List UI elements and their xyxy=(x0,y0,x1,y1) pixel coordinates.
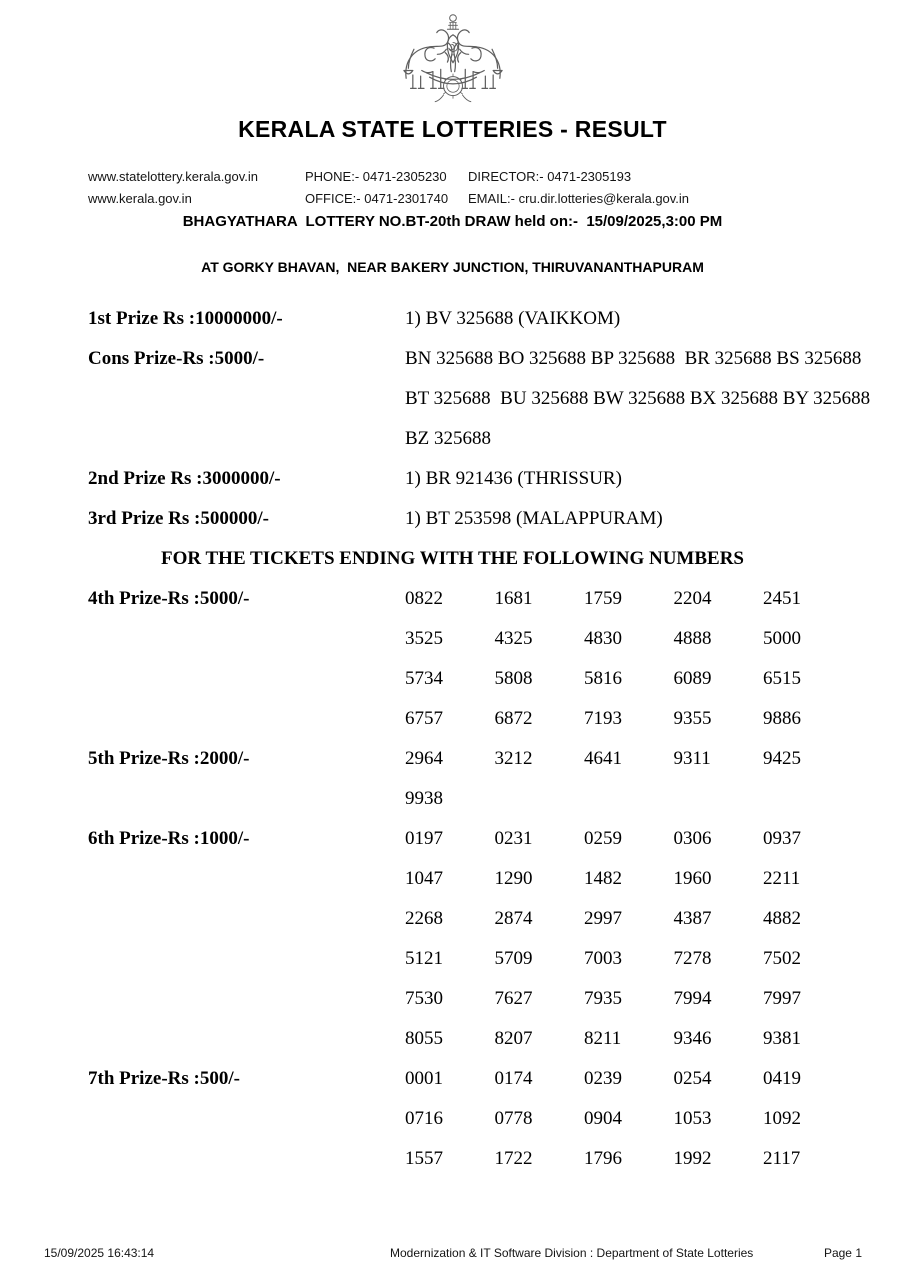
winning-number: 4641 xyxy=(584,748,622,769)
kerala-govt-emblem-icon xyxy=(397,8,509,114)
winning-number: 0001 xyxy=(405,1068,443,1089)
winning-number: 2204 xyxy=(673,588,712,609)
winning-number: 1290 xyxy=(494,868,533,889)
ending-prize-row xyxy=(0,739,905,819)
winning-number: 5000 xyxy=(763,628,801,649)
winning-number: 5709 xyxy=(494,948,533,969)
ending-prize-row xyxy=(0,1059,905,1179)
prize-label: 6th Prize-Rs :1000/- xyxy=(88,828,250,849)
contact-info xyxy=(88,166,905,210)
prize-winners xyxy=(405,459,905,499)
winning-number: 6515 xyxy=(763,668,801,689)
page-title: KERALA STATE LOTTERIES - RESULT xyxy=(238,116,667,142)
director-number: DIRECTOR:- 0471-2305193 xyxy=(468,169,632,184)
winning-number: 1557 xyxy=(405,1148,443,1169)
winning-number: 8055 xyxy=(405,1028,443,1049)
winning-numbers-grid xyxy=(405,819,853,1059)
winning-number: 8207 xyxy=(494,1028,533,1049)
prize-row xyxy=(0,499,905,539)
prize-label: 2nd Prize Rs :3000000/- xyxy=(88,468,281,489)
winning-number: 5734 xyxy=(405,668,443,689)
ending-prize-list xyxy=(0,579,905,1179)
prize-label: 5th Prize-Rs :2000/- xyxy=(88,748,250,769)
winning-number: 1759 xyxy=(584,588,622,609)
winning-number: 2268 xyxy=(405,908,443,929)
winning-number: 0231 xyxy=(494,828,533,849)
prize-label: 1st Prize Rs :10000000/- xyxy=(88,308,283,329)
results-section xyxy=(0,299,905,1179)
winning-number: 0419 xyxy=(763,1068,801,1089)
website-secondary: www.kerala.gov.in xyxy=(88,191,192,206)
winning-number: 1796 xyxy=(584,1148,622,1169)
winning-number: 9381 xyxy=(763,1028,801,1049)
winning-number: 2117 xyxy=(763,1148,801,1169)
generated-timestamp: 15/09/2025 16:43:14 xyxy=(44,1246,155,1260)
winning-number: 8211 xyxy=(584,1028,622,1049)
page-footer xyxy=(0,1246,905,1262)
winning-number: 7530 xyxy=(405,988,443,1009)
winning-number: 2211 xyxy=(763,868,801,889)
winning-number: 4325 xyxy=(494,628,533,649)
winner-line: 1) BT 253598 (MALAPPURAM) xyxy=(405,508,663,529)
ending-prize-row xyxy=(0,819,905,1059)
phone-number: PHONE:- 0471-2305230 xyxy=(305,169,447,184)
winning-number: 1047 xyxy=(405,868,443,889)
winning-number: 7502 xyxy=(763,948,801,969)
winning-number: 0778 xyxy=(494,1108,533,1129)
winning-number: 9355 xyxy=(673,708,712,729)
prize-winners xyxy=(405,339,905,459)
winner-line: BT 325688 BU 325688 BW 325688 BX 325688 BY 325688 xyxy=(405,388,871,409)
winning-number: 5121 xyxy=(405,948,443,969)
winning-number: 0239 xyxy=(584,1068,622,1089)
prize-label: 3rd Prize Rs :500000/- xyxy=(88,508,269,529)
winner-line: BZ 325688 xyxy=(405,428,492,449)
winning-numbers-grid xyxy=(405,1059,853,1179)
winning-number: 1722 xyxy=(494,1148,533,1169)
winning-numbers-grid xyxy=(405,739,853,819)
winning-number: 3525 xyxy=(405,628,443,649)
winning-number: 0937 xyxy=(763,828,801,849)
winning-number: 1960 xyxy=(673,868,712,889)
division-credit: Modernization & IT Software Division : Department of State Lotteries xyxy=(390,1246,754,1260)
winning-number: 0174 xyxy=(494,1068,533,1089)
winning-number: 7003 xyxy=(584,948,622,969)
prize-row xyxy=(0,339,905,459)
section-heading: FOR THE TICKETS ENDING WITH THE FOLLOWING NUMBERS xyxy=(161,548,744,569)
winning-number: 7627 xyxy=(494,988,533,1009)
prize-label: Cons Prize-Rs :5000/- xyxy=(88,348,265,369)
winning-number: 2964 xyxy=(405,748,443,769)
winning-number: 2874 xyxy=(494,908,533,929)
winning-number: 1092 xyxy=(763,1108,801,1129)
winning-number: 7935 xyxy=(584,988,622,1009)
winning-number: 6757 xyxy=(405,708,443,729)
winning-number: 6872 xyxy=(494,708,533,729)
office-number: OFFICE:- 0471-2301740 xyxy=(305,191,449,206)
winning-number: 2451 xyxy=(763,588,801,609)
winning-number: 7193 xyxy=(584,708,622,729)
winner-line: BN 325688 BO 325688 BP 325688 BR 325688 BS 325688 xyxy=(405,348,862,369)
email-address: EMAIL:- cru.dir.lotteries@kerala.gov.in xyxy=(468,191,690,206)
ending-prize-row xyxy=(0,579,905,739)
winning-number: 0254 xyxy=(673,1068,712,1089)
winning-number: 2997 xyxy=(584,908,622,929)
winning-number: 4888 xyxy=(673,628,712,649)
winning-number: 7997 xyxy=(763,988,801,1009)
winning-number: 0822 xyxy=(405,588,443,609)
prize-row xyxy=(0,299,905,339)
winning-number: 1482 xyxy=(584,868,622,889)
winning-number: 1681 xyxy=(494,588,533,609)
website-primary: www.statelottery.kerala.gov.in xyxy=(88,169,259,184)
winning-number: 4882 xyxy=(763,908,801,929)
prize-winners xyxy=(405,299,905,339)
winning-number: 9886 xyxy=(763,708,801,729)
winning-number: 0306 xyxy=(673,828,712,849)
winning-number: 5816 xyxy=(584,668,622,689)
winning-number: 0197 xyxy=(405,828,443,849)
winner-line: 1) BR 921436 (THRISSUR) xyxy=(405,468,622,489)
winning-number: 7994 xyxy=(673,988,712,1009)
winning-number: 7278 xyxy=(673,948,712,969)
draw-info: BHAGYATHARA LOTTERY NO.BT-20th DRAW held on:- 15/09/2025,3:00 PM xyxy=(182,213,723,230)
winner-line: 1) BV 325688 (VAIKKOM) xyxy=(405,308,621,329)
winning-number: 0904 xyxy=(584,1108,622,1129)
winning-number: 4830 xyxy=(584,628,622,649)
winning-number: 0716 xyxy=(405,1108,443,1129)
winning-numbers-grid xyxy=(405,579,853,739)
prize-row xyxy=(0,459,905,499)
winning-number: 9346 xyxy=(673,1028,712,1049)
prize-label: 7th Prize-Rs :500/- xyxy=(88,1068,240,1089)
winner-prize-list xyxy=(0,299,905,539)
winning-number: 5808 xyxy=(494,668,533,689)
winning-number: 1992 xyxy=(673,1148,712,1169)
winning-number: 9425 xyxy=(763,748,801,769)
prize-winners xyxy=(405,499,905,539)
winning-number: 6089 xyxy=(673,668,712,689)
page-number: Page 1 xyxy=(823,1246,862,1260)
draw-venue: AT GORKY BHAVAN, NEAR BAKERY JUNCTION, THIRUVANANTHAPURAM xyxy=(201,259,704,275)
winning-number: 9311 xyxy=(673,748,711,769)
winning-number: 3212 xyxy=(494,748,533,769)
winning-number: 0259 xyxy=(584,828,622,849)
winning-number: 1053 xyxy=(673,1108,712,1129)
winning-number: 9938 xyxy=(405,788,443,809)
prize-label: 4th Prize-Rs :5000/- xyxy=(88,588,250,609)
winning-number: 4387 xyxy=(673,908,712,929)
